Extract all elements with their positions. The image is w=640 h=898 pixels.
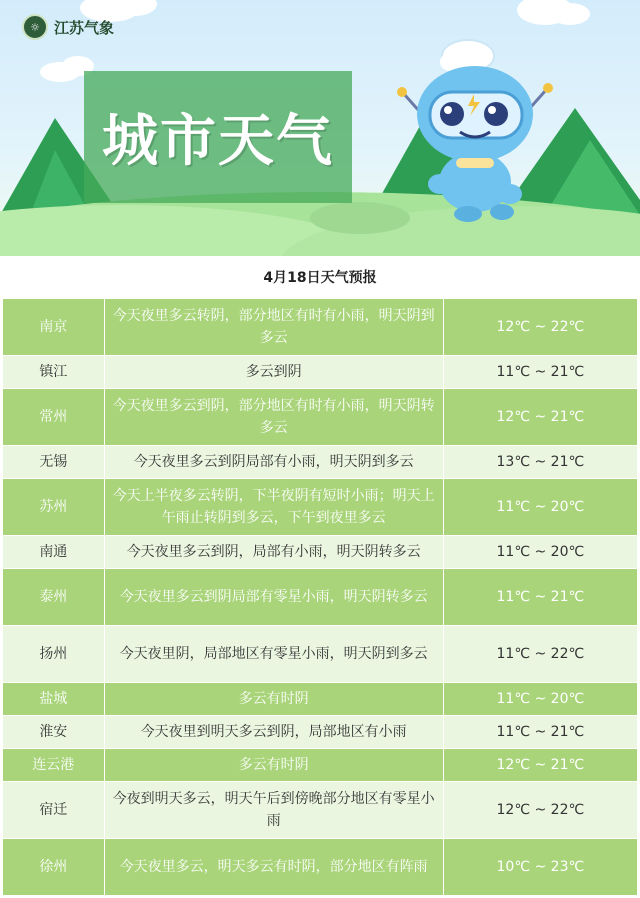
temperature-cell: 12℃ ~ 22℃ xyxy=(443,299,637,356)
temperature-cell: 13℃ ~ 21℃ xyxy=(443,446,637,479)
temperature-cell: 11℃ ~ 20℃ xyxy=(443,683,637,716)
forecast-cell: 今天上半夜多云转阴，下半夜阴有短时小雨；明天上午雨止转阴到多云，下午到夜里多云 xyxy=(104,479,443,536)
table-row xyxy=(3,389,638,446)
temperature-cell: 11℃ ~ 21℃ xyxy=(443,356,637,389)
table-row xyxy=(3,683,638,716)
forecast-cell: 多云有时阴 xyxy=(104,683,443,716)
forecast-cell: 今天夜里多云到阴，局部有小雨，明天阴转多云 xyxy=(104,536,443,569)
city-cell: 连云港 xyxy=(3,749,105,782)
weather-bureau-emblem-icon: ☼ xyxy=(22,14,48,40)
city-weather-table xyxy=(2,298,638,896)
table-row xyxy=(3,749,638,782)
city-cell: 扬州 xyxy=(3,626,105,683)
city-cell: 淮安 xyxy=(3,716,105,749)
forecast-cell: 今天夜里多云，明天多云有时阴，部分地区有阵雨 xyxy=(104,839,443,896)
table-row xyxy=(3,716,638,749)
banner xyxy=(0,0,640,256)
temperature-cell: 11℃ ~ 21℃ xyxy=(443,716,637,749)
table-row xyxy=(3,569,638,626)
robot-mascot-illustration xyxy=(390,34,560,224)
city-cell: 盐城 xyxy=(3,683,105,716)
forecast-cell: 多云有时阴 xyxy=(104,749,443,782)
forecast-cell: 今天夜里阴，局部地区有零星小雨，明天阴到多云 xyxy=(104,626,443,683)
temperature-cell: 10℃ ~ 23℃ xyxy=(443,839,637,896)
city-cell: 无锡 xyxy=(3,446,105,479)
table-row xyxy=(3,782,638,839)
title-box xyxy=(84,71,352,203)
city-cell: 常州 xyxy=(3,389,105,446)
temperature-cell: 11℃ ~ 20℃ xyxy=(443,479,637,536)
table-row xyxy=(3,626,638,683)
temperature-cell: 11℃ ~ 20℃ xyxy=(443,536,637,569)
forecast-cell: 今天夜里多云到阴局部有零星小雨，明天阴转多云 xyxy=(104,569,443,626)
table-row xyxy=(3,356,638,389)
page-title: 城市天气 xyxy=(102,108,334,174)
forecast-cell: 今天夜里多云到阴局部有小雨，明天阴到多云 xyxy=(104,446,443,479)
city-cell: 南京 xyxy=(3,299,105,356)
brand-name: 江苏气象 xyxy=(54,18,115,37)
brand-logo xyxy=(22,14,114,40)
forecast-cell: 多云到阴 xyxy=(104,356,443,389)
table-row xyxy=(3,446,638,479)
temperature-cell: 11℃ ~ 22℃ xyxy=(443,626,637,683)
forecast-cell: 今天夜里到明天多云到阴，局部地区有小雨 xyxy=(104,716,443,749)
temperature-cell: 12℃ ~ 21℃ xyxy=(443,389,637,446)
forecast-cell: 今夜到明天多云，明天午后到傍晚部分地区有零星小雨 xyxy=(104,782,443,839)
city-cell: 宿迁 xyxy=(3,782,105,839)
table-row xyxy=(3,839,638,896)
city-cell: 徐州 xyxy=(3,839,105,896)
forecast-cell: 今天夜里多云到阴，部分地区有时有小雨，明天阴转多云 xyxy=(104,389,443,446)
table-row xyxy=(3,479,638,536)
table-row xyxy=(3,536,638,569)
city-cell: 苏州 xyxy=(3,479,105,536)
temperature-cell: 12℃ ~ 22℃ xyxy=(443,782,637,839)
forecast-date-heading: 4月18日天气预报 xyxy=(263,270,377,286)
temperature-cell: 12℃ ~ 21℃ xyxy=(443,749,637,782)
city-cell: 泰州 xyxy=(3,569,105,626)
forecast-cell: 今天夜里多云转阴，部分地区有时有小雨，明天阴到多云 xyxy=(104,299,443,356)
table-row xyxy=(3,299,638,356)
city-cell: 镇江 xyxy=(3,356,105,389)
city-cell: 南通 xyxy=(3,536,105,569)
temperature-cell: 11℃ ~ 21℃ xyxy=(443,569,637,626)
